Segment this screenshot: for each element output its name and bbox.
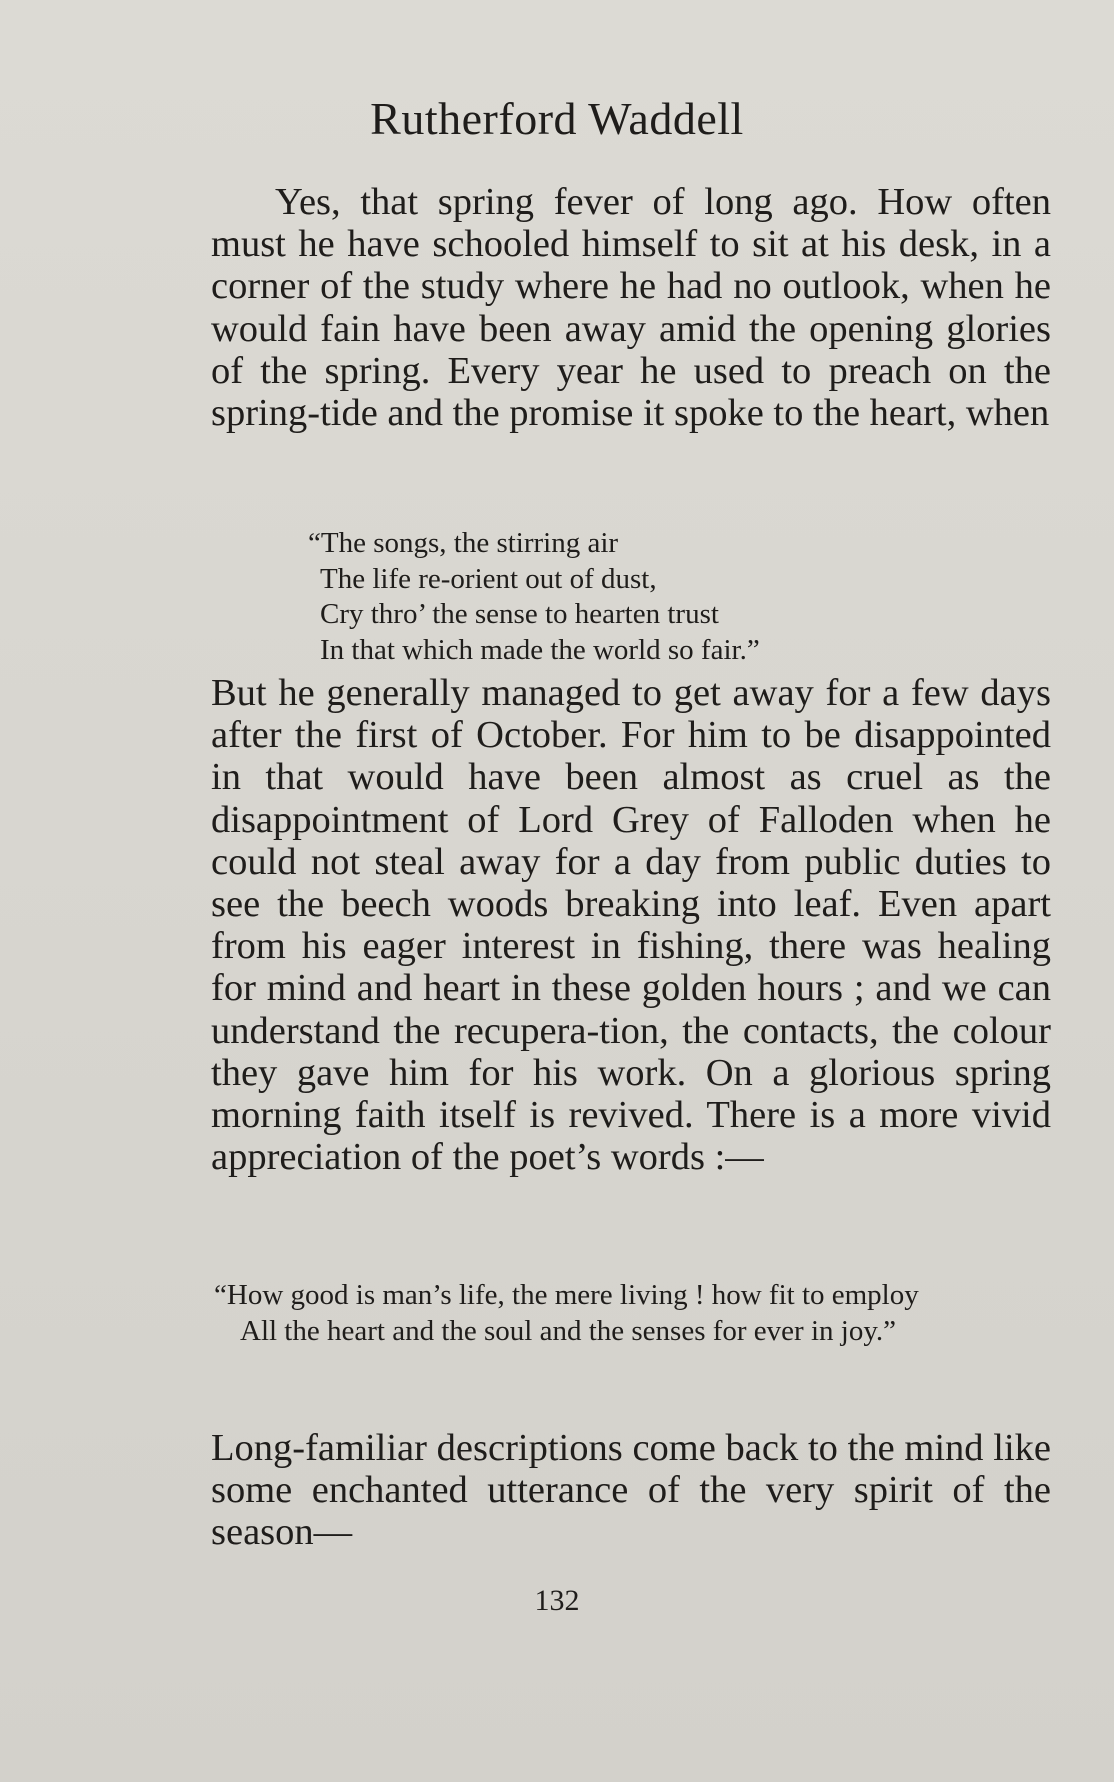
paragraph-3: Long-familiar descriptions come back to the mind like some enchanted utterance of the very spirit of the season— — [211, 1427, 1051, 1554]
quote-2-line-2: All the heart and the soul and the senses for ever in joy.” — [240, 1314, 897, 1347]
quote-2 — [214, 1278, 1056, 1349]
quote-1-line-2: The life re-orient out of dust, — [320, 562, 657, 595]
quote-1-line-4: In that which made the world so fair.” — [320, 633, 760, 666]
paragraph-1-block — [211, 181, 1051, 434]
running-header: Rutherford Waddell — [370, 93, 744, 144]
paragraph-2-block — [211, 672, 1051, 1178]
page-number: 132 — [534, 1584, 580, 1617]
quote-1 — [308, 526, 960, 668]
paragraph-2: But he generally managed to get away for a few days after the first of October. For him to be disappointed in that would have been almost as cruel as the disappointment of Lord Grey of Falloden when he could not steal away for a day from public duties to see the beech woods breaking into leaf. Even apart from his eager interest in fishing, there was healing for mind and heart in these golden hours ; and we can understand the recupera-tion, the contacts, the colour they gave him for his work. On a glorious spring morning faith itself is revived. There is a more vivid appreciation of the poet’s words :— — [211, 672, 1051, 1179]
quote-1-line-1: “The songs, the stirring air — [308, 527, 619, 559]
paragraph-1: Yes, that spring fever of long ago. How often must he have schooled himself to sit at his desk, in a corner of the study where he had no outlook, when he would fain have been away amid the opening glories of the spring. Every year he used to preach on the spring-tide and the promise it spoke to the heart, when — [211, 181, 1051, 435]
paragraph-3-block — [211, 1427, 1051, 1554]
quote-2-line-1: “How good is man’s life, the mere living ! how fit to employ — [214, 1279, 919, 1311]
quote-1-line-3: Cry thro’ the sense to hearten trust — [320, 598, 719, 630]
